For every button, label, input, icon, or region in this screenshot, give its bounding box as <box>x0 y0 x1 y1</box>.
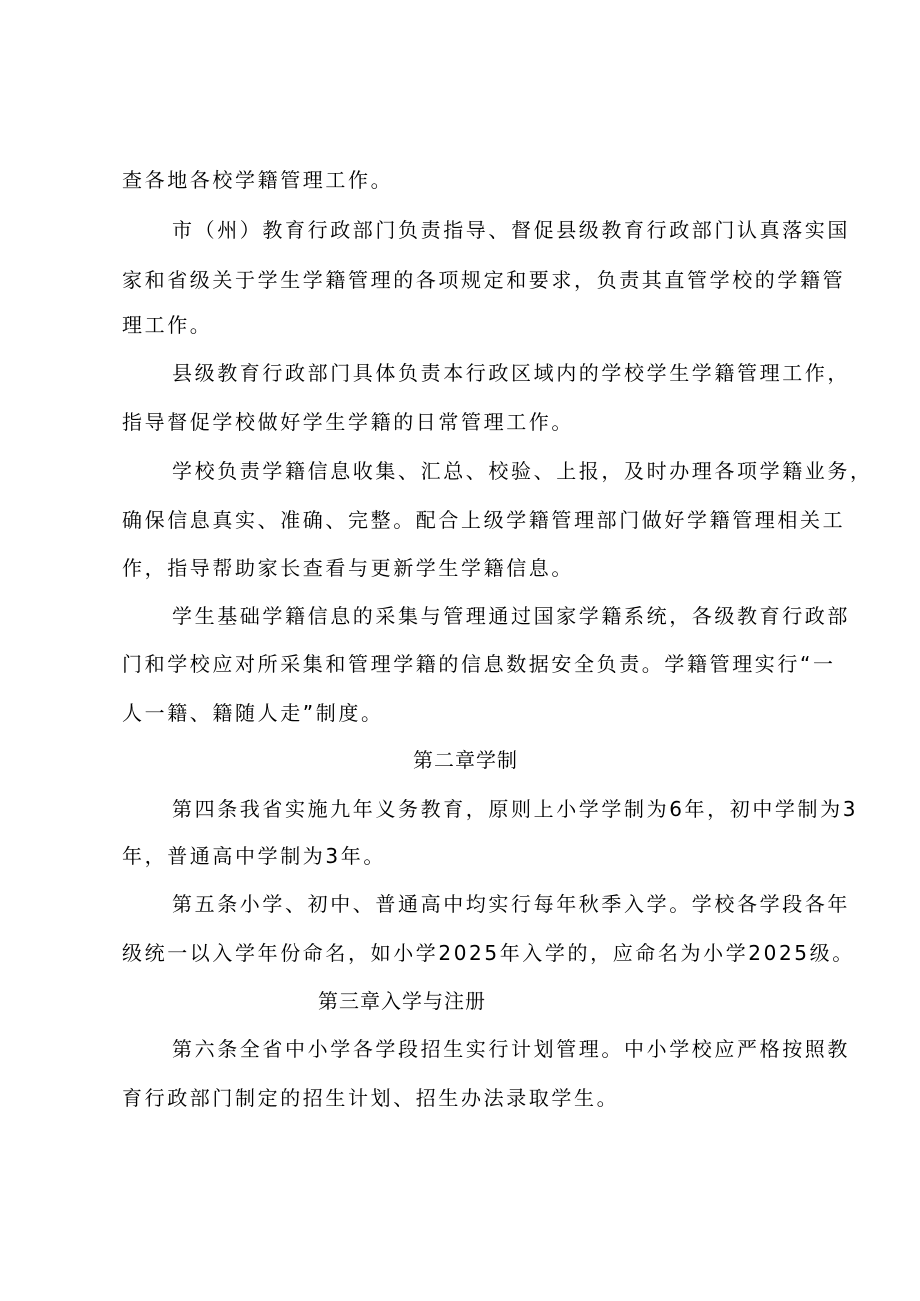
chapter-heading: 第二章学制 <box>413 748 518 772</box>
text-line: 理工作。 <box>122 313 213 337</box>
text-line: 年，普通高中学制为3年。 <box>122 844 386 868</box>
text-line: 指导督促学校做好学生学籍的日常管理工作。 <box>122 410 574 434</box>
paragraph-line: 第五条小学、初中、普通高中均实行每年秋季入学。学校各学段各年 <box>172 892 850 916</box>
paragraph-line: 第四条我省实施九年义务教育，原则上小学学制为6年，初中学制为3 <box>172 797 859 821</box>
text-line: 级统一以入学年份命名，如小学2025年入学的，应命名为小学2025级。 <box>122 941 855 965</box>
chapter-heading: 第三章入学与注册 <box>318 989 486 1013</box>
text-line: 人一籍、籍随人走”制度。 <box>122 701 384 725</box>
text-line: 确保信息真实、准确、完整。配合上级学籍管理部门做好学籍管理相关工 <box>122 508 846 532</box>
text-line: 作，指导帮助家长查看与更新学生学籍信息。 <box>122 556 574 580</box>
text-line: 育行政部门制定的招生计划、招生办法录取学生。 <box>122 1086 620 1110</box>
text-line: 门和学校应对所采集和管理学籍的信息数据安全负责。学籍管理实行“一 <box>122 652 836 676</box>
text-line: 家和省级关于学生学籍管理的各项规定和要求，负责其直管学校的学籍管 <box>122 268 846 292</box>
paragraph-line: 学生基础学籍信息的采集与管理通过国家学籍系统，各级教育行政部 <box>172 604 850 628</box>
paragraph-line: 市（州）教育行政部门负责指导、督促县级教育行政部门认真落实国 <box>172 218 850 242</box>
paragraph-line: 第六条全省中小学各学段招生实行计划管理。中小学校应严格按照教 <box>172 1037 850 1061</box>
text-line: 查各地各校学籍管理工作。 <box>122 168 394 192</box>
paragraph-line: 学校负责学籍信息收集、汇总、校验、上报，及时办理各项学籍业务， <box>172 459 873 483</box>
paragraph-line: 县级教育行政部门具体负责本行政区域内的学校学生学籍管理工作， <box>172 361 850 385</box>
